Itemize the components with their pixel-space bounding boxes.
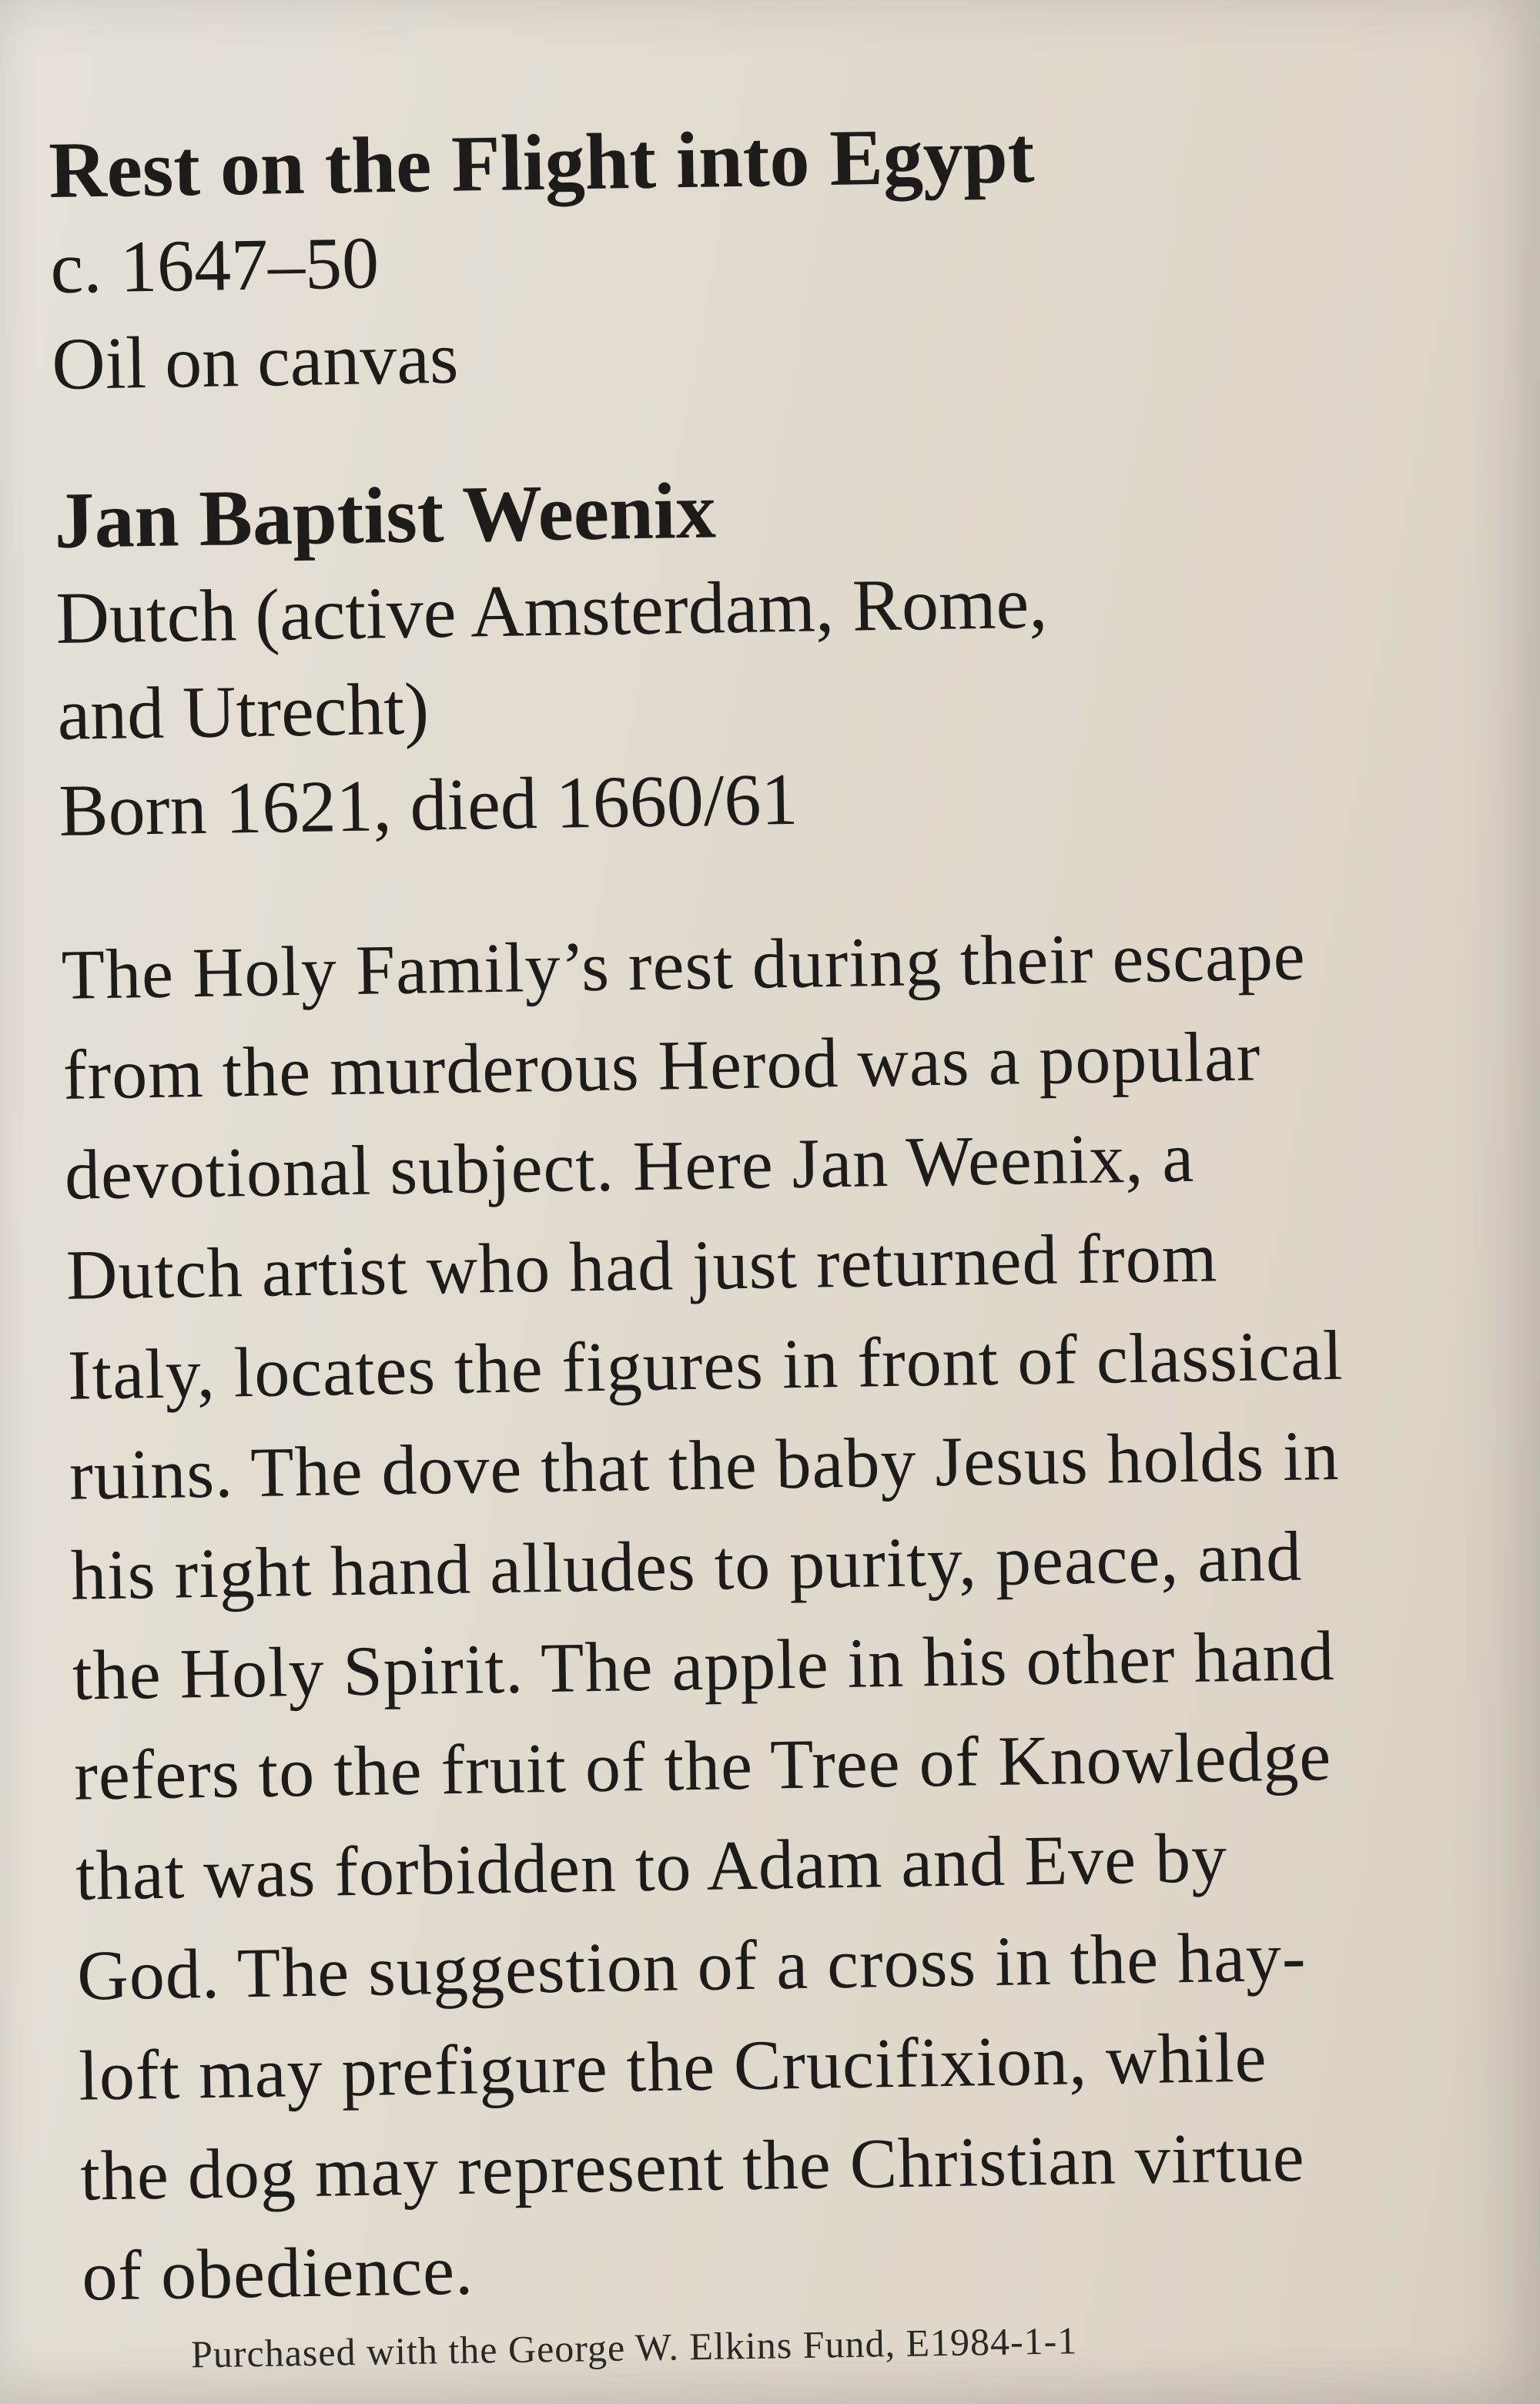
description-line: from the murderous Herod was a popular (62, 1016, 1262, 1114)
artist-life-dates: Born 1621, died 1660/61 (58, 757, 799, 852)
description-line: of obedience. (81, 2230, 474, 2315)
artist-nationality-line: Dutch (active Amsterdam, Rome, (55, 561, 1048, 659)
description-line: that was forbidden to Adam and Eve by (75, 1818, 1228, 1915)
description-line: Italy, locates the figures in front of classical (67, 1315, 1344, 1415)
artwork-medium: Oil on canvas (51, 316, 460, 405)
artwork-date: c. 1647–50 (49, 221, 380, 309)
description-line: Dutch artist who had just returned from (65, 1217, 1218, 1314)
description-line: The Holy Family’s rest during their escape (61, 916, 1307, 1014)
description-line: refers to the fruit of the Tree of Knowledge (73, 1716, 1332, 1815)
artist-name: Jan Baptist Weenix (53, 466, 717, 565)
description-line: devotional subject. Here Jan Weenix, a (64, 1117, 1195, 1214)
artist-nationality-line: and Utrecht) (56, 667, 430, 755)
description-line: God. The suggestion of a cross in the hay- (76, 1917, 1307, 2015)
description-line: ruins. The dove that the baby Jesus holds in (69, 1415, 1341, 1515)
description-line: loft may prefigure the Crucifixion, while (78, 2017, 1268, 2115)
credit-line: Purchased with the George W. Elkins Fund, E1984-1-1 (190, 2319, 1078, 2376)
artwork-title: Rest on the Flight into Egypt (48, 110, 1036, 215)
description-line: his right hand alludes to purity, peace, and (70, 1516, 1303, 1615)
description-line: the dog may represent the Christian virtue (79, 2117, 1306, 2215)
description-line: the Holy Spirit. The apple in his other hand (72, 1616, 1336, 1715)
